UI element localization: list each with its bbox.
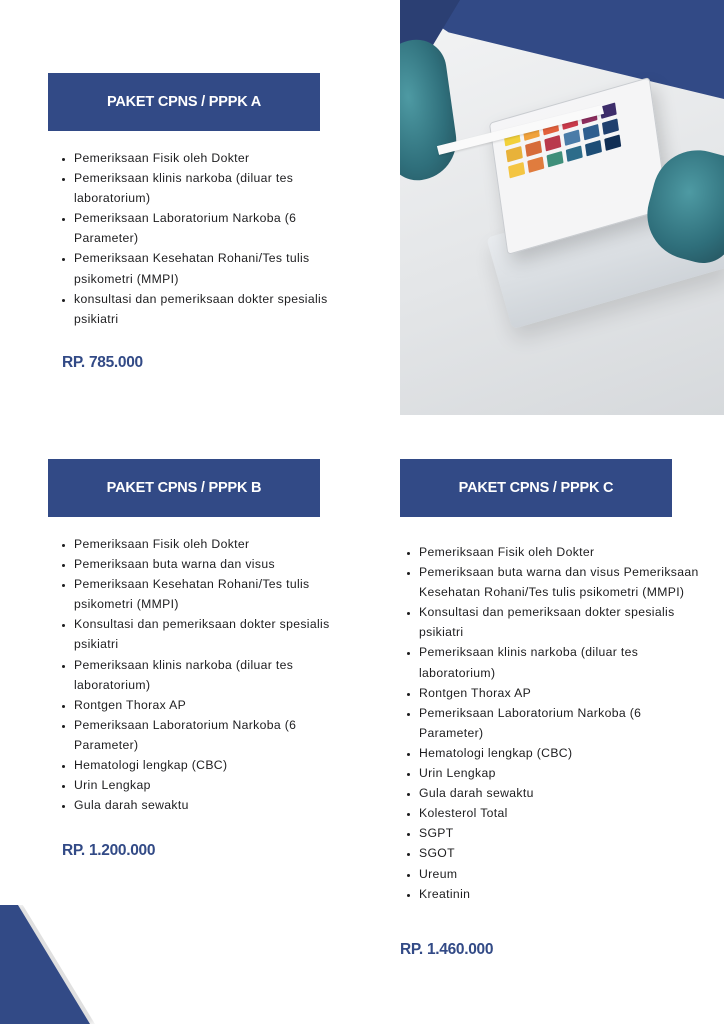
lab-test-strip-photo (400, 0, 724, 415)
package-a-header (48, 73, 320, 131)
list-item: • Pemeriksaan Fisik oleh Dokter (74, 534, 354, 554)
package-a-price: RP. 785.000 (62, 354, 143, 371)
color-swatch (583, 124, 600, 140)
list-item: • Gula darah sewaktu (74, 795, 354, 815)
gloved-hand-left (400, 36, 461, 184)
color-swatch (566, 145, 583, 161)
list-item: • Pemeriksaan klinis narkoba (diluar tes laboratorium) (419, 642, 709, 682)
package-c-title: PAKET CPNS / PPPK C (458, 480, 614, 496)
color-swatch (563, 129, 580, 145)
list-item: • Gula darah sewaktu (419, 783, 709, 803)
package-c-list (393, 542, 709, 904)
color-swatch (547, 151, 564, 167)
list-item: • Pemeriksaan Laboratorium Narkoba (6 Parameter) (419, 703, 709, 743)
list-item: • Ureum (419, 864, 709, 884)
color-swatch (604, 134, 621, 150)
list-item: • Pemeriksaan buta warna dan visus Pemeriksaan Kesehatan Rohani/Tes tulis psikometri (MMPI) (419, 562, 709, 602)
list-item: • Konsultasi dan pemeriksaan dokter spesialis psikiatri (74, 614, 354, 654)
list-item: • SGOT (419, 843, 709, 863)
list-item: • Rontgen Thorax AP (74, 695, 354, 715)
package-c-header (400, 459, 672, 517)
list-item: • Pemeriksaan Fisik oleh Dokter (74, 148, 336, 168)
list-item: • Urin Lengkap (74, 775, 354, 795)
package-b-title: PAKET CPNS / PPPK B (106, 480, 262, 496)
list-item: • Pemeriksaan Kesehatan Rohani/Tes tulis psikometri (MMPI) (74, 248, 336, 288)
list-item: • Pemeriksaan klinis narkoba (diluar tes laboratorium) (74, 655, 354, 695)
list-item: • Pemeriksaan Laboratorium Narkoba (6 Parameter) (74, 715, 354, 755)
corner-decoration (0, 905, 90, 1024)
list-item: • Hematologi lengkap (CBC) (419, 743, 709, 763)
list-item: • Kreatinin (419, 884, 709, 904)
list-item: • konsultasi dan pemeriksaan dokter spesialis psikiatri (74, 289, 336, 329)
list-item: • Urin Lengkap (419, 763, 709, 783)
color-swatch (508, 162, 525, 178)
package-a-list (48, 148, 336, 329)
package-c-price: RP. 1.460.000 (400, 941, 494, 958)
list-item: • Kolesterol Total (419, 803, 709, 823)
list-item: • SGPT (419, 823, 709, 843)
list-item: • Pemeriksaan klinis narkoba (diluar tes laboratorium) (74, 168, 336, 208)
list-item: • Pemeriksaan Kesehatan Rohani/Tes tulis psikometri (MMPI) (74, 574, 354, 614)
list-item: • Pemeriksaan buta warna dan visus (74, 554, 354, 574)
color-swatch (585, 140, 602, 156)
list-item: • Hematologi lengkap (CBC) (74, 755, 354, 775)
package-b-list (48, 534, 354, 815)
list-item: • Pemeriksaan Fisik oleh Dokter (419, 542, 709, 562)
color-swatch (602, 118, 619, 134)
color-swatch (527, 157, 544, 173)
color-swatch (506, 146, 523, 162)
package-b-header (48, 459, 320, 517)
list-item: • Rontgen Thorax AP (419, 683, 709, 703)
color-swatch (544, 135, 561, 151)
list-item: • Konsultasi dan pemeriksaan dokter spesialis psikiatri (419, 602, 709, 642)
package-a-title: PAKET CPNS / PPPK A (106, 94, 262, 110)
list-item: • Pemeriksaan Laboratorium Narkoba (6 Parameter) (74, 208, 336, 248)
color-swatch (525, 141, 542, 157)
package-b-price: RP. 1.200.000 (62, 842, 156, 859)
